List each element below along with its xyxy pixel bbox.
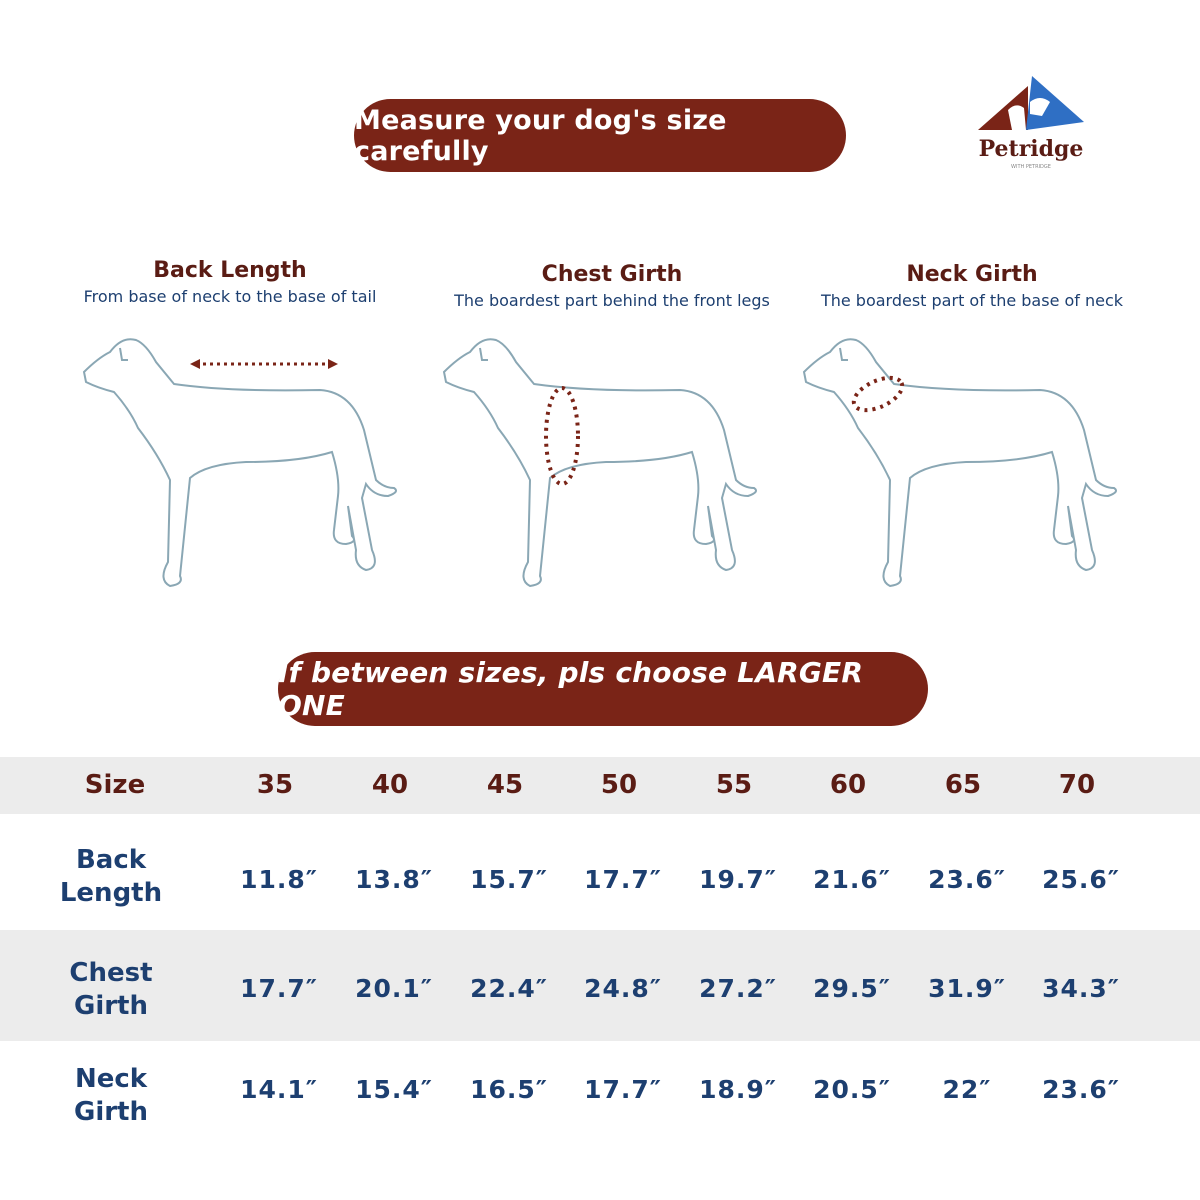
table-cell: 24.8″ (584, 974, 662, 1003)
measure-back-length (50, 258, 410, 306)
table-cell: 15.7″ (470, 865, 548, 894)
table-cell: 14.1″ (240, 1075, 318, 1104)
table-cell: 22.4″ (470, 974, 548, 1003)
table-cell: 11.8″ (240, 865, 318, 894)
table-cell: 13.8″ (355, 865, 433, 894)
table-cell: 16.5″ (470, 1075, 548, 1104)
dog-outline (804, 339, 1116, 586)
row-label-line: Length (59, 878, 163, 908)
table-cell: 21.6″ (813, 865, 891, 894)
table-cell: 15.4″ (355, 1075, 433, 1104)
row-label-line: Neck (74, 1064, 148, 1094)
table-cell: 22″ (942, 1075, 992, 1104)
dog-outline (84, 339, 396, 586)
size-cell: 40 (371, 770, 409, 800)
petridge-logo (968, 72, 1094, 172)
neck-girth-marker (849, 371, 907, 417)
table-cell: 19.7″ (699, 865, 777, 894)
measure-neck-girth (792, 262, 1152, 310)
size-cell: 50 (600, 770, 638, 800)
dog-neck-girth-illustration (790, 330, 1130, 600)
measure-banner-text: Measure your dog's size carefully (354, 104, 727, 167)
table-cell: 23.6″ (1042, 1075, 1120, 1104)
measure-description: From base of neck to the base of tail (83, 287, 377, 306)
row-label-line: Girth (73, 1097, 148, 1127)
dog-back-length-illustration (70, 330, 410, 600)
size-advice-text: If between sizes, pls choose LARGER ONE (278, 656, 864, 722)
row-label-chest-girth (40, 957, 182, 1023)
size-header-label: Size (84, 770, 146, 800)
logo-mark-icon (968, 72, 1094, 132)
table-cell: 18.9″ (699, 1075, 777, 1104)
size-cell: 70 (1058, 770, 1096, 800)
size-cell: 45 (486, 770, 524, 800)
table-cell: 17.7″ (584, 865, 662, 894)
measure-title: Back Length (153, 258, 307, 283)
size-cell: 65 (944, 770, 982, 800)
table-cell: 20.1″ (355, 974, 433, 1003)
size-cell: 35 (256, 770, 294, 800)
table-cell: 25.6″ (1042, 865, 1120, 894)
logo-wordmark: Petridge (978, 136, 1084, 162)
row-label-line: Back (75, 845, 147, 875)
table-cell: 17.7″ (240, 974, 318, 1003)
dog-chest-girth-illustration (430, 330, 770, 600)
table-cell: 27.2″ (699, 974, 777, 1003)
dog-outline (444, 339, 756, 586)
table-cell: 23.6″ (928, 865, 1006, 894)
size-cell: 55 (715, 770, 753, 800)
row-label-back-length (40, 844, 182, 910)
row-label-line: Chest (69, 958, 153, 988)
measure-banner (354, 99, 846, 172)
measure-chest-girth (432, 262, 792, 310)
table-cell: 31.9″ (928, 974, 1006, 1003)
size-advice-banner (278, 652, 928, 726)
row-label-neck-girth (40, 1063, 182, 1129)
table-cell: 20.5″ (813, 1075, 891, 1104)
logo-tagline: WITH PETRIDGE (1011, 164, 1051, 170)
table-cell: 29.5″ (813, 974, 891, 1003)
size-cell: 60 (829, 770, 867, 800)
measure-title: Chest Girth (541, 262, 683, 287)
table-cell: 34.3″ (1042, 974, 1120, 1003)
table-cell: 17.7″ (584, 1075, 662, 1104)
measure-title: Neck Girth (906, 262, 1038, 287)
measure-description: The boardest part behind the front legs (454, 291, 770, 310)
measure-description: The boardest part of the base of neck (820, 291, 1124, 310)
row-label-line: Girth (73, 991, 148, 1021)
